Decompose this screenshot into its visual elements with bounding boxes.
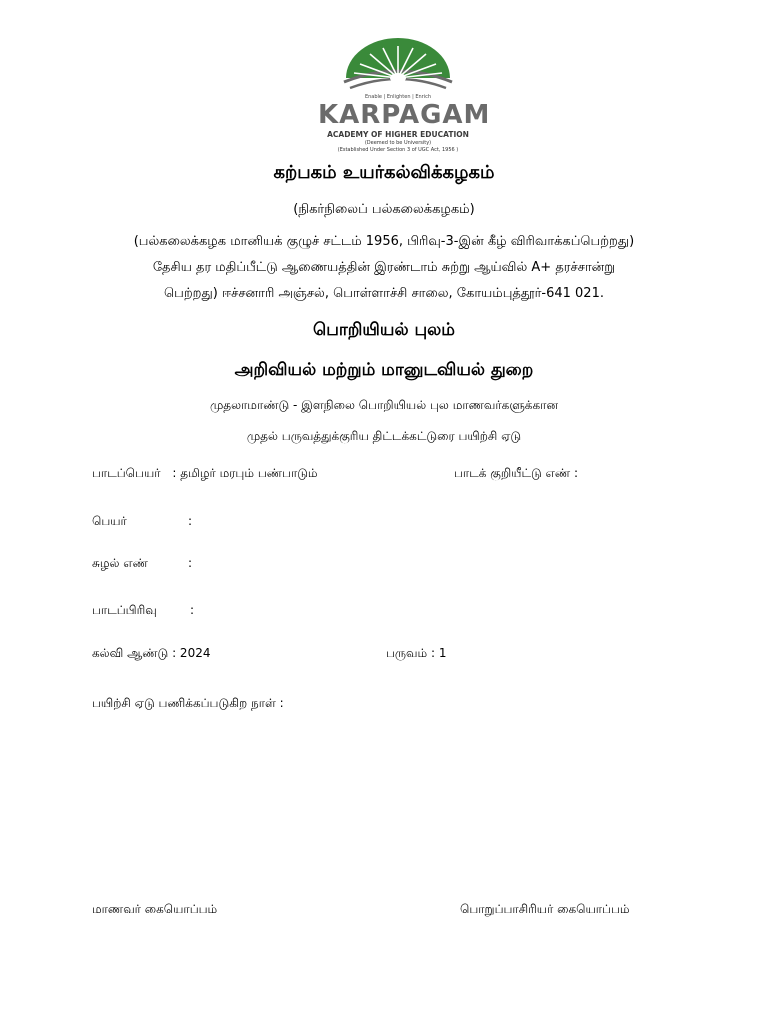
logo-deemed: (Deemed to be University): [364, 140, 432, 146]
section-label: பாடப்பிரிவு: [92, 603, 157, 617]
course-name-value: : தமிழர் மரபும் பண்பாடும்: [172, 466, 318, 480]
accreditation-line-2: தேசிய தர மதிப்பீட்டு ஆணையத்தின் இரண்டாம் சுற்று ஆய்வில் A+ தரச்சான்று: [152, 260, 616, 275]
roll-row: [92, 556, 192, 572]
course-name-label: பாடப்பெயர்: [92, 466, 161, 480]
section-colon: :: [190, 603, 195, 617]
logo-tagline: Enable | Enlighten | Enrich: [364, 94, 432, 100]
student-signature: மாணவர் கையொப்பம்: [92, 902, 218, 916]
university-logo: [318, 38, 491, 156]
faculty-signature: பொறுப்பாசிரியர் கையொப்பம்: [460, 902, 630, 916]
faculty-title: பொறியியல் புலம்: [313, 320, 455, 340]
department-title: அறிவியல் மற்றும் மானுடவியல் துறை: [234, 360, 534, 380]
logo-brand: KARPAGAM: [318, 100, 491, 130]
university-title: கற்பகம் உயர்கல்விக்கழகம்: [273, 162, 495, 183]
sunrise-emblem-icon: [338, 38, 458, 96]
course-code-label: பாடக் குறியீட்டு எண் :: [454, 466, 579, 480]
semester: பருவம் : 1: [386, 646, 447, 660]
workbook-line: முதல் பருவத்துக்குரிய திட்டக்கட்டுரை பயிற்சி ஏடு: [246, 429, 522, 443]
accreditation-line-1: (பல்கலைக்கழக மானியக் குழுச் சட்டம் 1956, பிரிவு-3-இன் கீழ் விரிவாக்கப்பெற்றது): [133, 234, 635, 249]
roll-label: சுழல் எண்: [92, 556, 148, 570]
submission-date: பயிற்சி ஏடு பணிக்கப்படுகிற நாள் :: [92, 696, 284, 710]
course-name-row: [92, 466, 318, 482]
logo-academy: ACADEMY OF HIGHER EDUCATION: [327, 130, 469, 139]
name-colon: :: [188, 514, 193, 528]
program-line: முதலாமாண்டு - இளநிலை பொறியியல் புல மாணவர்களுக்கான: [209, 398, 559, 412]
name-row: [92, 514, 192, 530]
name-label: பெயர்: [92, 514, 127, 528]
academic-year: கல்வி ஆண்டு : 2024: [92, 646, 211, 660]
logo-established: (Established Under Section 3 of UGC Act, 1956 ): [337, 147, 459, 153]
accreditation-line-3: பெற்றது) ஈச்சனாரி அஞ்சல், பொள்ளாச்சி சாலை, கோயம்புத்தூர்-641 021.: [164, 286, 604, 301]
section-row: [92, 603, 194, 619]
university-subtitle: (நிகர்நிலைப் பல்கலைக்கழகம்): [293, 202, 475, 217]
roll-colon: :: [188, 556, 193, 570]
